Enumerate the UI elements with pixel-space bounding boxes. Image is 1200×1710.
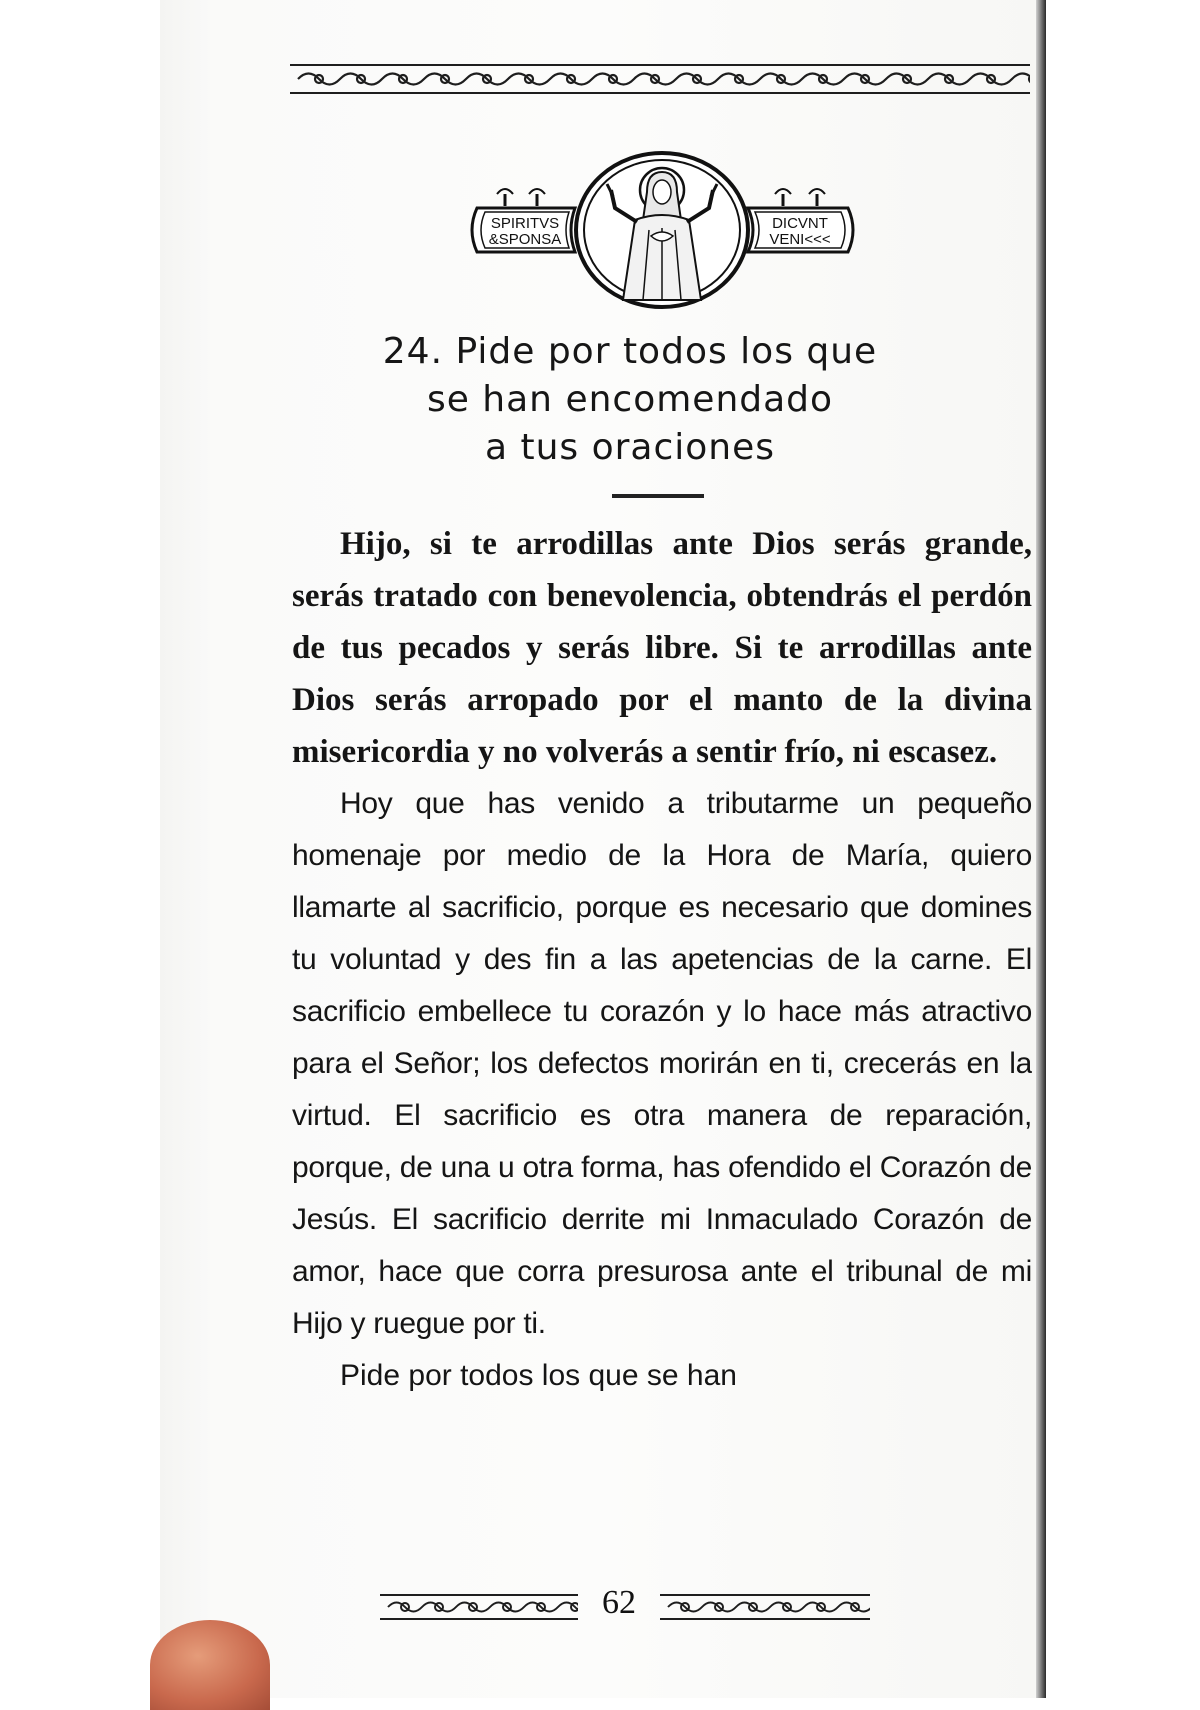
thumb bbox=[150, 1620, 270, 1710]
paragraph-3: Pide por todos los que se han bbox=[340, 1359, 737, 1392]
right-motto-line2: VENI<<< bbox=[769, 231, 831, 248]
right-motto-line1: DICVNT bbox=[772, 215, 828, 232]
chapter-title-line1: 24. Pide por todos los que bbox=[382, 331, 878, 372]
left-motto-line1: SPIRITVS bbox=[490, 215, 560, 232]
paragraph-2: Hoy que has venido a tributarme un pequeño homenaje por medio de la Hora de María, quiero llamarte al sacrificio, porque es necesario que domines tu voluntad y des fin a las apetencias de la carne. El sacrificio embellece tu corazón y lo hace más atractivo para el Señor; los defectos morirán en ti, crecerás en la virtud. El sacrificio es otra manera de reparación, porque, de una u otra forma, has ofendido el Corazón de Jesús. El sacrificio derrite mi Inmaculado Corazón de amor, hace que corra presurosa ante el tribunal de mi Hijo y ruegue por ti. bbox=[292, 787, 1032, 1340]
title-divider bbox=[612, 494, 704, 498]
page-edge-shadow bbox=[1036, 0, 1046, 1698]
footer-ornament-left bbox=[380, 1592, 578, 1622]
virgin-mary-medallion bbox=[576, 153, 748, 307]
top-ornament bbox=[290, 62, 1030, 96]
left-motto-line2: &SPONSA bbox=[488, 231, 562, 248]
chapter-title-line2: se han encomendado bbox=[426, 379, 834, 420]
ornament-scroll bbox=[668, 1603, 870, 1612]
body-text bbox=[292, 518, 1032, 1568]
chapter-title bbox=[300, 328, 960, 472]
page-number: 62 bbox=[602, 1584, 636, 1621]
chapter-title-line3: a tus oraciones bbox=[484, 427, 776, 468]
paragraph-1: Hijo, si te arrodillas ante Dios serás grande, serás tratado con benevolencia, obtendrás el perdón de tus pecados y serás libre. Si te arrodillas ante Dios serás arropado por el manto de la divina misericordia y no volverás a sentir frío, ni escasez. bbox=[292, 526, 1032, 770]
left-motto-banner bbox=[472, 189, 575, 252]
marian-emblem bbox=[465, 150, 860, 310]
footer-ornament-right bbox=[660, 1592, 870, 1622]
right-motto-banner bbox=[748, 189, 853, 252]
ornament-scroll bbox=[298, 74, 1030, 85]
ornament-scroll bbox=[388, 1603, 578, 1612]
